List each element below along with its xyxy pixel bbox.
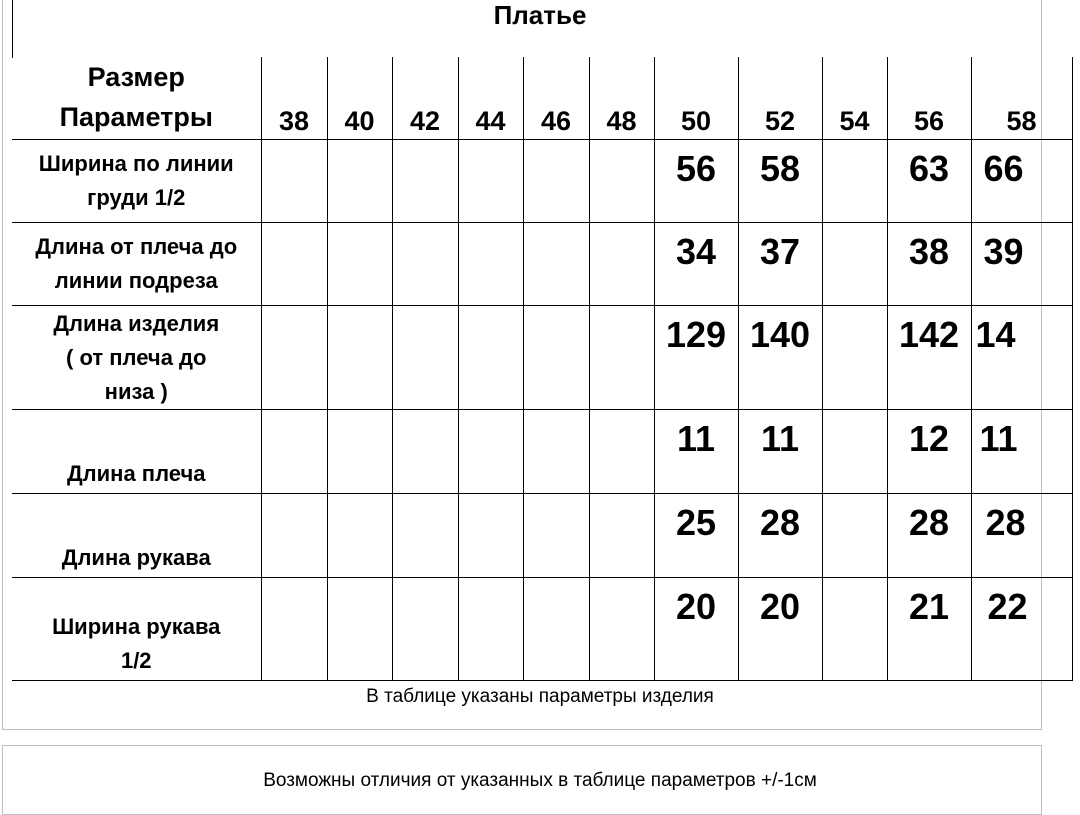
param-label-line: Ширина по линии: [38, 151, 234, 176]
table-cell: [589, 306, 654, 410]
table-cell: [327, 140, 392, 223]
table-cell: [822, 410, 887, 494]
size-header: 56: [887, 57, 971, 140]
param-label-line: Ширина рукава: [52, 614, 221, 639]
table-cell: [458, 306, 523, 410]
size-table: [12, 57, 1073, 681]
table-cell: 21: [887, 578, 971, 681]
table-cell: 14: [971, 306, 1072, 410]
table-cell: [392, 578, 458, 681]
table-cell: 20: [654, 578, 738, 681]
table-cell: 37: [738, 223, 822, 306]
table-cell: 63: [887, 140, 971, 223]
param-label: [12, 140, 261, 223]
table-header-row: [12, 57, 1072, 140]
table-cell: [392, 140, 458, 223]
table-cell: [261, 494, 327, 578]
size-header: 42: [392, 57, 458, 140]
table-cell: 25: [654, 494, 738, 578]
size-header: 54: [822, 57, 887, 140]
table-cell: 38: [887, 223, 971, 306]
table-cell: 58: [738, 140, 822, 223]
table-cell: [261, 306, 327, 410]
table-cell: [458, 410, 523, 494]
table-cell: [261, 410, 327, 494]
table-cell: [261, 140, 327, 223]
table-cell: [392, 494, 458, 578]
table-cell: [523, 306, 589, 410]
table-cell: 129: [654, 306, 738, 410]
table-cell: [327, 494, 392, 578]
table-row: [12, 494, 1072, 578]
param-label-line: ( от плеча до: [66, 344, 207, 370]
table-row: [12, 578, 1072, 681]
table-cell: [589, 578, 654, 681]
table-cell: [261, 223, 327, 306]
table-cell: [589, 410, 654, 494]
table-cell: 11: [971, 410, 1072, 494]
corner-size-label: Размер: [87, 62, 185, 92]
param-label-line: линии подреза: [54, 268, 218, 293]
table-cell: 142: [887, 306, 971, 410]
table-cell: 22: [971, 578, 1072, 681]
table-cell: 12: [887, 410, 971, 494]
param-label: [12, 410, 261, 494]
page-title: Платье: [493, 0, 587, 30]
param-label: [12, 578, 261, 681]
table-cell: [392, 306, 458, 410]
param-label-line: низа ): [104, 378, 168, 404]
table-cell: [327, 223, 392, 306]
size-header: 44: [458, 57, 523, 140]
table-cell: [589, 140, 654, 223]
tolerance-note: Возможны отличия от указанных в таблице параметров +/-1см: [263, 770, 817, 791]
table-cell: [458, 494, 523, 578]
divider: [12, 0, 13, 58]
param-label-line: груди 1/2: [87, 185, 186, 210]
size-header: 40: [327, 57, 392, 140]
param-label-line: Длина плеча: [67, 461, 206, 486]
table-cell: [822, 306, 887, 410]
table-cell: 28: [738, 494, 822, 578]
table-cell: 11: [738, 410, 822, 494]
param-label: [12, 223, 261, 306]
param-label-line: Длина изделия: [53, 310, 220, 336]
table-cell: 11: [654, 410, 738, 494]
table-cell: [327, 578, 392, 681]
param-label-line: Длина от плеча до: [35, 234, 238, 259]
size-header: 48: [589, 57, 654, 140]
table-cell: [261, 578, 327, 681]
corner-params-label: Параметры: [59, 102, 213, 132]
size-header: 50: [654, 57, 738, 140]
param-label-line: Длина рукава: [61, 545, 211, 570]
table-cell: 28: [887, 494, 971, 578]
table-cell: 39: [971, 223, 1072, 306]
table-row: [12, 410, 1072, 494]
table-cell: [458, 578, 523, 681]
table-cell: [327, 306, 392, 410]
table-cell: [458, 223, 523, 306]
size-header: 58: [971, 57, 1072, 140]
table-cell: 56: [654, 140, 738, 223]
table-cell: [822, 140, 887, 223]
parameters-note: В таблице указаны параметры изделия: [366, 686, 714, 707]
table-cell: 140: [738, 306, 822, 410]
table-cell: [327, 410, 392, 494]
table-cell: [458, 140, 523, 223]
table-cell: [589, 494, 654, 578]
table-cell: [392, 410, 458, 494]
table-corner-header: [12, 57, 261, 140]
size-header: 46: [523, 57, 589, 140]
table-cell: [523, 494, 589, 578]
param-label: [12, 494, 261, 578]
table-cell: [822, 578, 887, 681]
table-cell: [589, 223, 654, 306]
table-cell: [392, 223, 458, 306]
table-cell: 34: [654, 223, 738, 306]
table-cell: [523, 140, 589, 223]
size-header: 38: [261, 57, 327, 140]
table-cell: 28: [971, 494, 1072, 578]
table-cell: 66: [971, 140, 1072, 223]
table-row: [12, 140, 1072, 223]
param-label: [12, 306, 261, 410]
table-cell: [523, 410, 589, 494]
param-label-line: 1/2: [120, 648, 152, 673]
table-cell: [523, 578, 589, 681]
table-cell: [822, 223, 887, 306]
table-cell: [822, 494, 887, 578]
size-header: 52: [738, 57, 822, 140]
table-row: [12, 223, 1072, 306]
table-cell: 20: [738, 578, 822, 681]
table-cell: [523, 223, 589, 306]
table-row: [12, 306, 1072, 410]
